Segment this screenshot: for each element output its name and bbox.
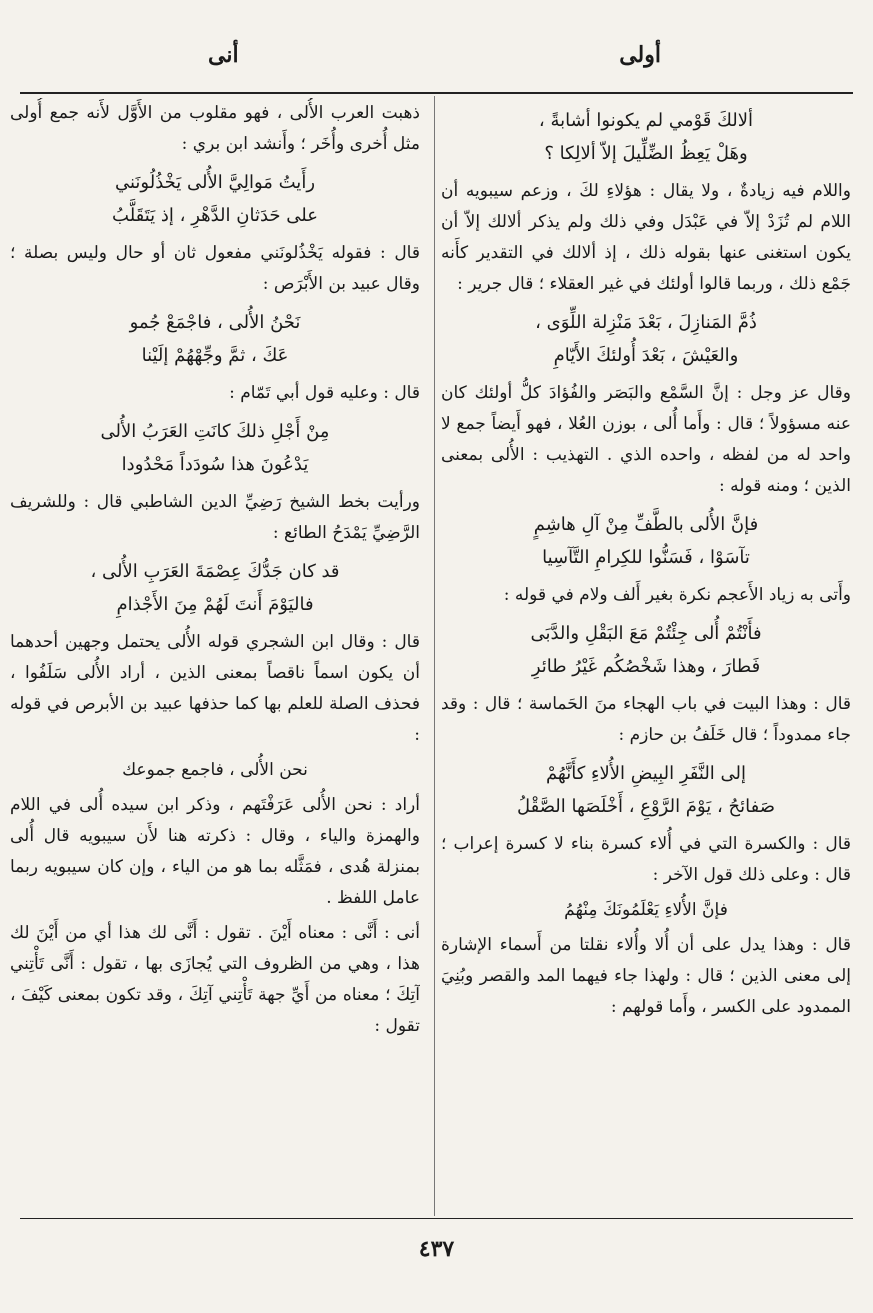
paragraph: قال : وهذا يدل على أن أُلا وأُلاء نقلتا من أَسماء الإشارة إلى معنى الذين ؛ قال : ولهذا جاء فيهما المد والقصر وبُنِيَ الممدود على الكسر ، وأَما قولهم : bbox=[441, 935, 851, 1017]
header-guide-word-right: أولى bbox=[619, 42, 661, 68]
paragraph: قال : وقال ابن الشجري قوله الأُلى يحتمل وجهين أحدهما أن يكون اسماً ناقصاً بمعنى الذين ، أراد الأُلى سَلَفُوا ، فحذف الصلة للعلم بها كما حذفها عبيد بن الأبرص في قوله : bbox=[10, 632, 420, 745]
verse-block bbox=[441, 306, 851, 372]
verse-hemistich: صَفائحُ ، يَوْمَ الرَّوْعِ ، أَخْلَصَها الصَّقْلُ bbox=[516, 796, 776, 817]
quoted-hemistich: نحن الأُلى ، فاجمع جموعك bbox=[122, 760, 308, 780]
verse-hemistich: فَطارَ ، وهذا شَخْصُكُم غَيْرُ طائرِ bbox=[531, 656, 761, 677]
verse-block bbox=[10, 415, 420, 481]
verse-hemistich: عَكَ ، ثمَّ وجِّهْهُمْ إلَيْنا bbox=[141, 345, 289, 366]
verse-block bbox=[10, 555, 420, 621]
verse-hemistich: ألالكَ قَوْمي لم يكونوا أشابةً ، bbox=[538, 110, 754, 131]
verse-hemistich: فاليَوْمَ أَنتَ لَهُمْ مِنَ الأَجْذامِ bbox=[116, 594, 314, 615]
verse-block bbox=[10, 166, 420, 232]
quoted-hemistich: فإنَّ الأُلاءِ يَعْلَمُونَكَ مِنْهُمُ bbox=[564, 900, 728, 920]
paragraph: أراد : نحن الأُلى عَرَفْتَهم ، وذكر ابن سيده أُلى في اللام والهمزة والياء ، وقال : ذكرته هنا لأَن سيبويه قال أُلى بمنزلة هُدى ، فمَثَّله بما هو من الياء ، وإن كان سيبويه ربما عامل اللفظ . bbox=[10, 795, 420, 908]
paragraph: ذهبت العرب الأُلى ، فهو مقلوب من الأَوَّل لأَنه جمع أُولى مثل أُخرى وأُخَر ؛ وأَنشد ابن بري : bbox=[10, 103, 420, 154]
right-column bbox=[441, 98, 851, 1214]
verse-hemistich: فأَنْتُمْ أُلى جِئْتُمْ مَعَ البَقْلِ والدَّبَى bbox=[530, 623, 762, 644]
verse-block bbox=[441, 617, 851, 683]
paragraph: وقال عز وجل : إنَّ السَّمْع والبَصَر والفُؤادَ كلُّ أولئك كان عنه مسؤولاً ؛ قال : وأَما أُلى ، بوزن العُلا ، فهو أَيضاً جمع لا واحد له من لفظه ، واحده الذي . التهذيب : الأُلى بمعنى الذين ؛ ومنه قوله : bbox=[441, 383, 851, 496]
verse-block bbox=[441, 757, 851, 823]
verse-hemistich: ذُمَّ المَنازِلَ ، بَعْدَ مَنْزِلة اللِّوَى ، bbox=[535, 312, 757, 333]
column-divider bbox=[434, 96, 435, 1216]
verse-hemistich: يَدْعُونَ هذا سُودَداً مَحْدُودا bbox=[121, 454, 309, 475]
verse-hemistich: فإنَّ الأُلى بالطَّفِّ مِنْ آلِ هاشِمٍ bbox=[533, 514, 759, 535]
verse-hemistich: على حَدَثانِ الدَّهْرِ ، إذ يَتَقَلَّبُ bbox=[112, 205, 318, 226]
verse-block bbox=[441, 508, 851, 574]
verse-hemistich: نَحْنُ الأُلى ، فاجْمَعْ جُمو bbox=[129, 312, 301, 333]
verse-hemistich: والعَيْشَ ، بَعْدَ أُولئكَ الأَيّامِ bbox=[553, 345, 739, 366]
verse-hemistich: إلى النَّفَرِ البِيضِ الأُلاءِ كأَنَّهُمْ bbox=[545, 763, 747, 784]
verse-hemistich: قد كان جَدُّكَ عِصْمَةَ العَرَبِ الأُلى ، bbox=[90, 561, 340, 582]
paragraph: أنى : أَنَّى : معناه أَيْنَ . تقول : أَنَّى لك هذا أي من أَيْنَ لك هذا ، وهي من الظروف التي يُجازَى بها ، تقول : أَنَّى تَأْتِني آتِكَ ؛ معناه من أَيِّ جهة تَأْتِني آتِكَ ، وقد تكون بمعنى كَيْفَ ، تقول : bbox=[10, 923, 420, 1036]
paragraph: قال : والكسرة التي في أُلاء كسرة بناء لا كسرة إعراب ؛ قال : وعلى ذلك قول الآخر : bbox=[441, 834, 851, 885]
paragraph: قال : فقوله يَخْذُلونَني مفعول ثان أو حال وليس بصلة ؛ وقال عبيد بن الأَبْرَص : bbox=[10, 243, 420, 294]
verse-hemistich: رأَيتُ مَوالِيَّ الأُلى يَخْذُلُونَني bbox=[114, 172, 316, 193]
paragraph: ورأيت بخط الشيخ رَضِيِّ الدين الشاطبي قال : وللشريف الرَّضِيِّ يَمْدَحُ الطائع : bbox=[10, 492, 420, 543]
paragraph: قال : وهذا البيت في باب الهجاء منَ الحَماسة ؛ قال : وقد جاء ممدوداً ؛ قال خَلَفُ بن حازم : bbox=[441, 694, 851, 745]
verse-block bbox=[441, 104, 851, 170]
header-guide-word-left: أنى bbox=[208, 42, 239, 68]
paragraph: قال : وعليه قول أبي تَمّام : bbox=[229, 383, 420, 403]
left-column bbox=[10, 98, 420, 1214]
footer-rule bbox=[20, 1218, 853, 1219]
verse-hemistich: وهَلْ يَعِظُ الضِّلِّيلَ إلاّ ألالِكا ؟ bbox=[544, 143, 748, 164]
verse-hemistich: مِنْ أَجْلِ ذلكَ كانَتِ العَرَبُ الأُلى bbox=[100, 421, 330, 442]
page-number: ٤٣٧ bbox=[418, 1236, 455, 1262]
header-rule bbox=[20, 92, 853, 94]
verse-block bbox=[10, 306, 420, 372]
paragraph: واللام فيه زيادةٌ ، ولا يقال : هؤلاءِ لكَ ، وزعم سيبويه أن اللام لم تُزَدْ إلاّ في عَبْدَل وفي ذلك ولم يذكر ألالك إلاّ أن يكون استغنى عنها بقوله ذلك ، إذ ألالك في التقدير كأَنه جَمْع ذلك ، وربما قالوا أولئك في غير العقلاء ؛ قال جرير : bbox=[441, 181, 851, 294]
paragraph: وأَتى به زياد الأَعجم نكرة بغير أَلف ولام في قوله : bbox=[503, 585, 851, 605]
verse-hemistich: تآسَوْا ، فَسَنُّوا للكِرامِ التَّآسِيا bbox=[542, 547, 750, 568]
